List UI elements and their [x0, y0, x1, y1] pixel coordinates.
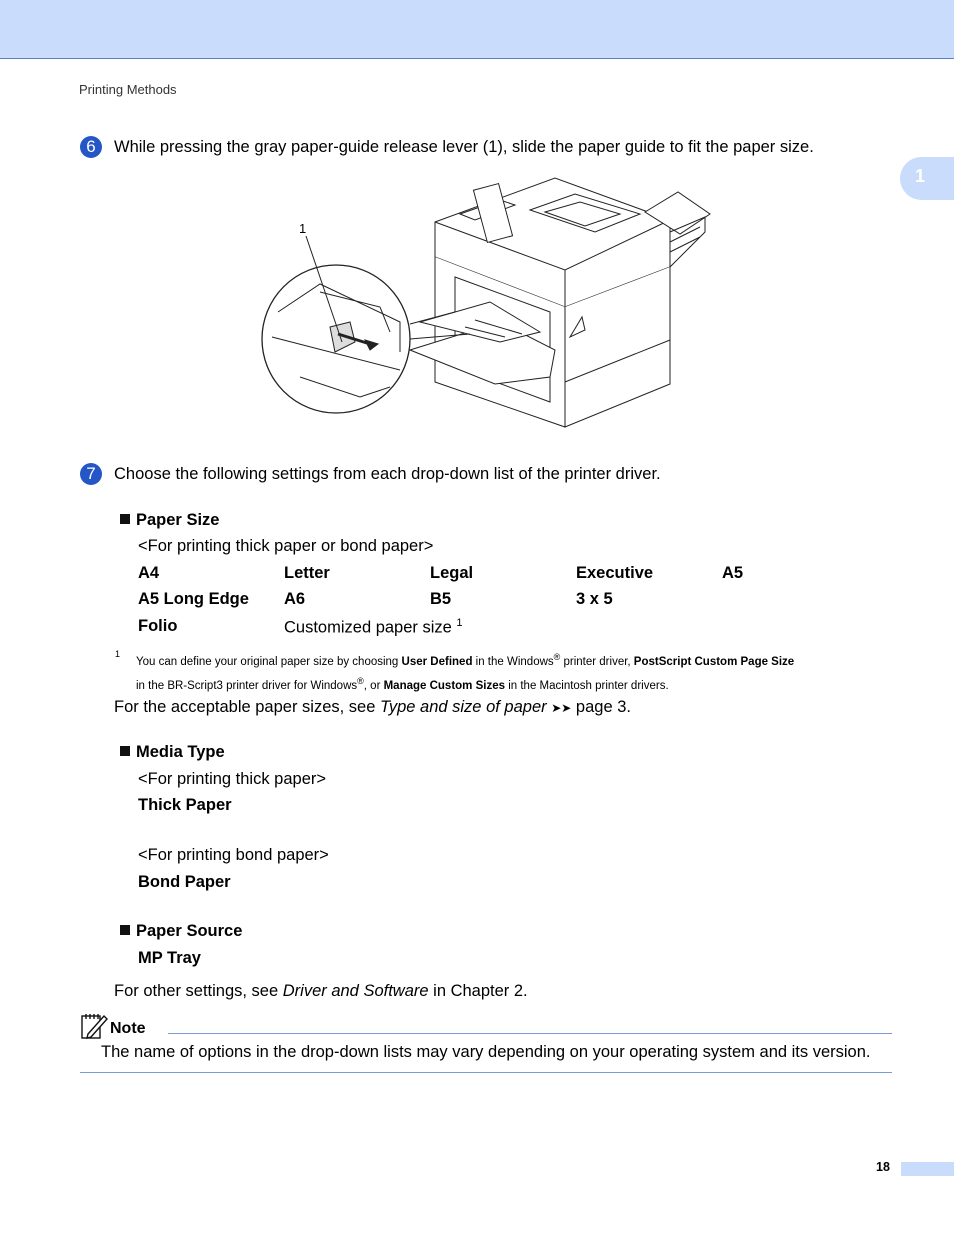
- media-type-label: Media Type: [120, 743, 225, 762]
- step-7-text: Choose the following settings from each drop-down list of the printer driver.: [114, 465, 661, 483]
- illustration-callout-1: 1: [299, 221, 307, 236]
- note-label: Note: [110, 1020, 146, 1037]
- page-number: 18: [876, 1160, 890, 1174]
- arrows-icon: ➤➤: [551, 701, 572, 715]
- media-type-thick-intro: <For printing thick paper>: [138, 770, 327, 788]
- chapter-tab: [900, 157, 954, 200]
- acceptable-sizes-text: For the acceptable paper sizes, see Type and size of paper ➤➤ page 3.: [114, 698, 631, 716]
- custom-paper-size: [284, 617, 463, 638]
- paper-size-cell: Executive: [576, 564, 654, 582]
- custom-paper-size-text: Customized paper size: [284, 618, 452, 637]
- paper-size-cell: A6: [284, 590, 306, 608]
- printer-illustration: [260, 172, 720, 442]
- paper-size-cell: 3 x 5: [576, 590, 613, 608]
- step-6-text: While pressing the gray paper-guide release lever (1), slide the paper guide to fit the paper size.: [114, 138, 814, 156]
- footnote-reference: 1: [456, 617, 463, 629]
- chapter-number: 1: [915, 166, 926, 186]
- note-bottom-rule: [80, 1072, 892, 1073]
- paper-size-cell: Legal: [430, 564, 474, 582]
- footnote-line-2: in the BR-Script3 printer driver for Windows®, or Manage Custom Sizes in the Macintosh printer drivers.: [136, 675, 669, 692]
- note-pencil-icon: [80, 1012, 108, 1042]
- other-settings-text: For other settings, see Driver and Software in Chapter 2.: [114, 982, 528, 1000]
- paper-size-cell: A5 Long Edge: [138, 590, 249, 608]
- page-tab: [901, 1162, 954, 1176]
- paper-size-label: Paper Size: [120, 511, 219, 530]
- header-band: [0, 0, 954, 59]
- note-text: The name of options in the drop-down lists may vary depending on your operating system and its version.: [101, 1043, 871, 1061]
- running-head: Printing Methods: [79, 82, 177, 97]
- paper-size-cell: Letter: [284, 564, 330, 582]
- media-type-bond-value: Bond Paper: [138, 873, 231, 891]
- step-6-marker: 6: [80, 136, 102, 158]
- driver-software-link[interactable]: Driver and Software: [282, 982, 429, 1000]
- paper-size-intro: <For printing thick paper or bond paper>: [138, 537, 434, 555]
- paper-size-cell: B5: [430, 590, 452, 608]
- footnote-line-1: You can define your original paper size by choosing User Defined in the Windows® printer driver, PostScript Custom Page Size: [136, 652, 795, 668]
- media-type-bond-intro: <For printing bond paper>: [138, 846, 329, 864]
- paper-size-cell: A5: [722, 564, 744, 582]
- footnote-text: [136, 648, 876, 696]
- paper-size-cell: Folio: [138, 617, 178, 635]
- step-7-marker: 7: [80, 463, 102, 485]
- paper-source-label: Paper Source: [120, 922, 242, 941]
- cross-reference-link[interactable]: Type and size of paper: [379, 698, 547, 716]
- note-top-rule: [168, 1033, 892, 1034]
- paper-source-value: MP Tray: [138, 949, 201, 967]
- footnote-mark: 1: [115, 649, 121, 659]
- paper-size-cell: A4: [138, 564, 160, 582]
- media-type-thick-value: Thick Paper: [138, 796, 232, 814]
